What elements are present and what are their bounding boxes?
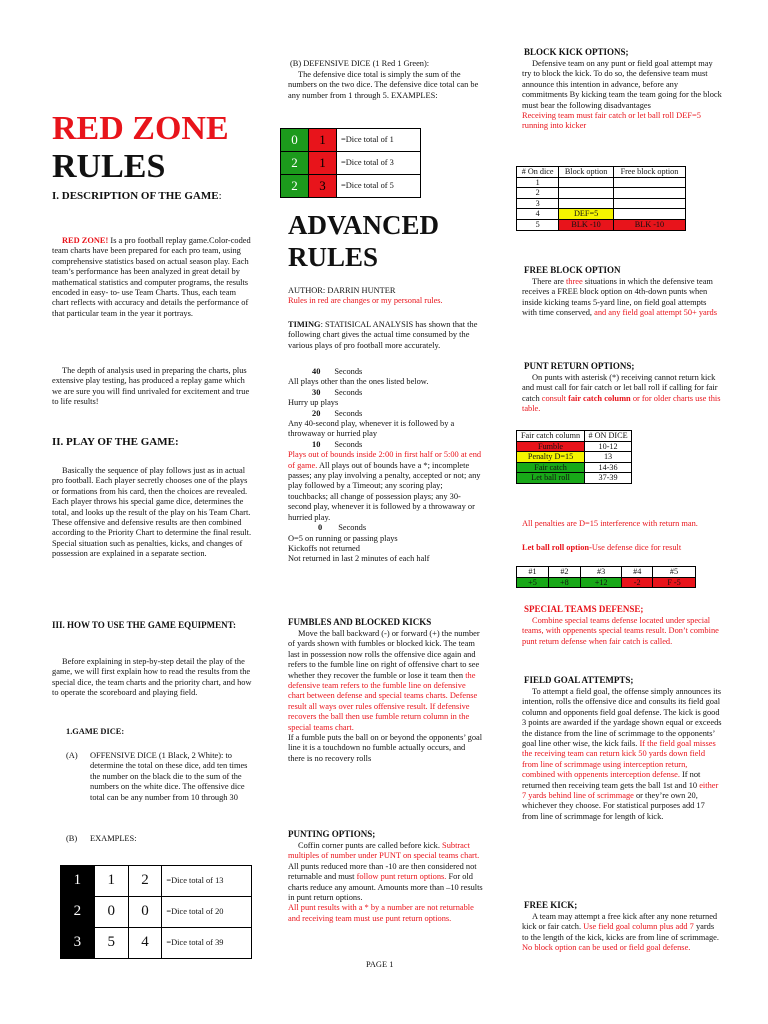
dice-total-label: =Dice total of 13 (162, 866, 252, 897)
fair-catch-dice: 37-39 (585, 473, 632, 484)
white-die: 4 (128, 928, 162, 959)
fair-catch-dice: 14-36 (585, 462, 632, 473)
fair-catch-row (517, 473, 632, 484)
block-kick-heading: BLOCK KICK OPTIONS; (524, 47, 629, 57)
fair-catch-result: Fumble (517, 441, 585, 452)
roll-header: #3 (580, 567, 621, 578)
offensive-dice-text: OFFENSIVE DICE (1 Black, 2 White): to determine the total on these dice, add ten times the number on the black die to the sum of the numbers on the white dice. The offensive dice total can be any number from 10 through 30 (90, 751, 248, 802)
red-die: 1 (309, 152, 337, 175)
offensive-dice-example-row (61, 897, 252, 928)
block-option-cell (559, 188, 614, 199)
block-table-header: Free block option (613, 167, 685, 178)
block-table-header: # On dice (517, 167, 559, 178)
fair-catch-result: Let ball roll (517, 473, 585, 484)
block-table-row (517, 209, 686, 220)
roll-value: -2 (622, 577, 653, 588)
black-die: 1 (61, 866, 95, 897)
examples-text: EXAMPLES: (90, 834, 137, 843)
timing-chart: 40 Seconds All plays other than the ones listed below. 30 Seconds Hurry up plays 20 Seconds Any 40-second play, whenever it is followed by a throwaway or hurried play 10 Seconds Plays out of bounds inside 2:00 in first half or 5:00 at end of game. All plays out of bounds have a *; incomplete passes; any play involving a penalty, accepted or not; any play followed by a Timeout; any scoring play; touchbacks; all change of possession plays; any 30-second play, whenever it is followed by a throwaway or hurried play. 0 Seconds O=5 on running or passing plays Kickoffs not returned Not returned in last 2 minutes of each half (288, 367, 482, 564)
free-block-heading: FREE BLOCK OPTION (524, 265, 621, 275)
special-teams-paragraph: Combine special teams defense located under special teams, with oppenents special teams result. Don’t combine punt return defense when fair catch is called. (522, 616, 719, 646)
roll-value: F -5 (653, 577, 696, 588)
white-die: 5 (94, 928, 128, 959)
block-table-header: Block option (559, 167, 614, 178)
examples-label: (B) (66, 834, 78, 843)
defensive-dice-examples-table (280, 128, 421, 198)
free-block-option-cell (613, 188, 685, 199)
roll-value: +5 (517, 577, 549, 588)
title-rules: RULES (52, 148, 166, 185)
block-table-row (517, 188, 686, 199)
white-die: 2 (128, 866, 162, 897)
white-die: 0 (128, 897, 162, 928)
green-die: 2 (281, 152, 309, 175)
fumbles-paragraph: Move the ball backward (-) or forward (+) the number of yards shown with fumbles or blocked kick. The team last in possession now rolls the offensive dice again and refers to the fumble line on right of offensive chart to see whether they recover the fumble or lose it team then the defensive team refers to the fumble line on defensive chart between defense and special teams charts. Defense result all ways over rules offensive result. If defensive recovers the ball then use fumble return column in the special teams chart. If a fumble puts the ball on or beyond the opponents’ goal line it is a touchdown no fumble actually occurs, and there is no recovery rolls (288, 629, 483, 763)
defensive-dice-heading: (B) DEFENSIVE DICE (1 Red 1 Green): (290, 59, 430, 68)
free-block-option-cell: BLK -10 (613, 219, 685, 230)
fair-catch-row (517, 452, 632, 463)
advanced-title: ADVANCED (288, 210, 440, 240)
free-kick-heading: FREE KICK; (524, 900, 578, 910)
red-die: 3 (309, 175, 337, 198)
fumbles-heading: FUMBLES AND BLOCKED KICKS (288, 617, 432, 627)
section-2-heading: II. PLAY OF THE GAME: (52, 436, 179, 448)
black-die: 3 (61, 928, 95, 959)
roll-header: #1 (517, 567, 549, 578)
punt-return-paragraph: On punts with asterisk (*) receiving cannot return kick and must call for fair catch or let ball roll if calling for fair catch consult fair catch column or for older charts use this table. (522, 373, 721, 414)
section-3-paragraph: Before explaining in step-by-step detail the play of the game, we will first explain how to read the results from the special dice, the team charts and the priority chart, and how to operate the scoreboard and playing field. (52, 657, 252, 698)
punt-return-heading: PUNT RETURN OPTIONS; (524, 361, 635, 371)
field-goal-paragraph: To attempt a field goal, the offense simply announces its intention, rolls the offensive dice and consults its field goal column and opponents field goal defense. The kick is good 3 points are awarded if the yardage shown equal or exceeds the distance from the line of scrimmage to the opponents’ goal line other wise, the kick fails. If the field goal misses the receiving team can return kick 50 yards down field from line of scrimmage using interception return, combined with oppenents interception defense. If not returned then receiving team gets the ball 1st and 10 either 7 yards behind line of scrimmage or they’re own 20, whichever they choose. For statistical purposes add 17 from line of scrimmage for length of kick. (522, 687, 722, 821)
roll-header: #4 (622, 567, 653, 578)
roll-value: +12 (580, 577, 621, 588)
section-3-heading: III. HOW TO USE THE GAME EQUIPMENT: (52, 620, 236, 630)
punting-paragraph: Coffin corner punts are called before kick. Subtract multiples of number under PUNT on special teams chart. All punts reduced more than -10 are then considered not returnable and must follow punt return options. For old charts reduce any amount. Amounts more than –10 results in punt return options. All punt results with a * by a number are not returnable and receiving team must use punt return options. (288, 841, 483, 923)
timing-paragraph: TIMING: STATISICAL ANALYSIS has shown that the following chart gives the actual time consumed by the various plays of pro football more accurately. (288, 320, 478, 350)
roll-header: #5 (653, 567, 696, 578)
block-table-row (517, 198, 686, 209)
section-1-paragraph-2: The depth of analysis used in preparing the charts, plus extensive play testing, has produced a replay game which we are sure you will find unrivaled for excitement and true to life results! (52, 366, 250, 407)
advanced-rules-title: RULES (288, 242, 379, 272)
block-dice-number: 1 (517, 177, 559, 188)
section-2-paragraph: Basically the sequence of play follows just as in actual pro football. Each player secretly chooses one of the plays or formations from his card, then the choices are revealed. Each player throws his special game dice, determines the total, and looks up the result of the play on his Team Chart. These offensive and defensive results are then combined according to the Priority Chart to determine the final result. Special situation such as penalties, kicks, and changes of possession are explained in a separate section. (52, 466, 252, 559)
offensive-dice-label: (A) (66, 751, 78, 760)
free-block-option-cell (613, 198, 685, 209)
offensive-dice-example-row (61, 866, 252, 897)
dice-total-label: =Dice total of 3 (337, 152, 421, 175)
defensive-dice-example-row (281, 129, 421, 152)
punting-heading: PUNTING OPTIONS; (288, 829, 376, 839)
block-kick-paragraph: Defensive team on any punt or field goal attempt may try to block the kick. To do so, the defensive team must announce this intention in advance, before any commitments By kicking team the team going for the block must bear the following disadvantages Receiving team must fair catch or let ball roll DEF=5 running into kicker (522, 59, 722, 131)
block-option-table (516, 166, 686, 231)
section-1-paragraph-1: RED ZONE! Is a pro football replay game.Color-coded team charts have been prepared for each pro team, using comprehensive statistics based on actual season play. Each team’s performance has been analyzed in great detail by mathematical statistics and computer programs, the results encoded in easy- to- use Team Charts. Thus, each team chart reflects with accuracy and details the performance of that particular team in the year it portrays. (52, 236, 251, 318)
green-die: 2 (281, 175, 309, 198)
dice-total-label: =Dice total of 1 (337, 129, 421, 152)
dice-total-label: =Dice total of 20 (162, 897, 252, 928)
title-red-zone: RED ZONE (52, 110, 229, 147)
block-dice-number: 2 (517, 188, 559, 199)
free-kick-paragraph: A team may attempt a free kick after any none returned kick or fair catch. Use field goal column plus add 7 yards to the length of the kick, kicks are from line of scrimmage. No block option can be used or field goal defense. (522, 912, 719, 953)
free-block-option-cell (613, 177, 685, 188)
block-dice-number: 4 (517, 209, 559, 220)
block-dice-number: 5 (517, 219, 559, 230)
white-die: 0 (94, 897, 128, 928)
block-table-row (517, 177, 686, 188)
fair-catch-dice: 10-12 (585, 441, 632, 452)
let-ball-roll-line: Let ball roll option-Use defense dice for result (522, 543, 682, 552)
dice-total-label: =Dice total of 5 (337, 175, 421, 198)
author-line: AUTHOR: DARRIN HUNTER (288, 286, 396, 295)
fair-catch-header: # ON DICE (585, 431, 632, 442)
roll-value: +8 (548, 577, 580, 588)
defensive-dice-text: The defensive dice total is simply the sum of the numbers on the two dice. The defensive dice total can be any number from 1 through 5. EXAMPLES: (288, 70, 479, 100)
fair-catch-row (517, 462, 632, 473)
section-1-heading: I. DESCRIPTION OF THE GAME: (52, 190, 222, 202)
fair-catch-row (517, 441, 632, 452)
special-teams-heading: SPECIAL TEAMS DEFENSE; (524, 604, 644, 614)
free-block-paragraph: There are three situations in which the defensive team receives a FREE block option on 4th-down punts when inside kicking teams 5-yard line, on field goal attempts with time conserved, and any field goal attempt 50+ yards (522, 277, 717, 318)
block-option-cell: DEF=5 (559, 209, 614, 220)
fair-catch-dice: 13 (585, 452, 632, 463)
red-die: 1 (309, 129, 337, 152)
defensive-dice-example-row (281, 175, 421, 198)
author-note: Rules in red are changes or my personal rules. (288, 296, 443, 305)
page-number: PAGE 1 (366, 960, 394, 969)
fair-catch-result: Fair catch (517, 462, 585, 473)
block-option-cell: BLK -10 (559, 219, 614, 230)
block-option-cell (559, 198, 614, 209)
roll-header: #2 (548, 567, 580, 578)
defensive-dice-example-row (281, 152, 421, 175)
let-ball-roll-table (516, 566, 696, 588)
offensive-dice-examples-table (60, 865, 252, 959)
game-dice-heading: 1.GAME DICE: (66, 727, 125, 736)
green-die: 0 (281, 129, 309, 152)
offensive-dice-example-row (61, 928, 252, 959)
fair-catch-table (516, 430, 632, 484)
free-block-option-cell (613, 209, 685, 220)
block-dice-number: 3 (517, 198, 559, 209)
dice-total-label: =Dice total of 39 (162, 928, 252, 959)
block-option-cell (559, 177, 614, 188)
field-goal-heading: FIELD GOAL ATTEMPTS; (524, 675, 634, 685)
block-table-row (517, 219, 686, 230)
white-die: 1 (94, 866, 128, 897)
fair-catch-header: Fair catch column (517, 431, 585, 442)
fair-catch-result: Penalty D=15 (517, 452, 585, 463)
black-die: 2 (61, 897, 95, 928)
penalties-note: All penalties are D=15 interference with return man. (522, 519, 698, 528)
